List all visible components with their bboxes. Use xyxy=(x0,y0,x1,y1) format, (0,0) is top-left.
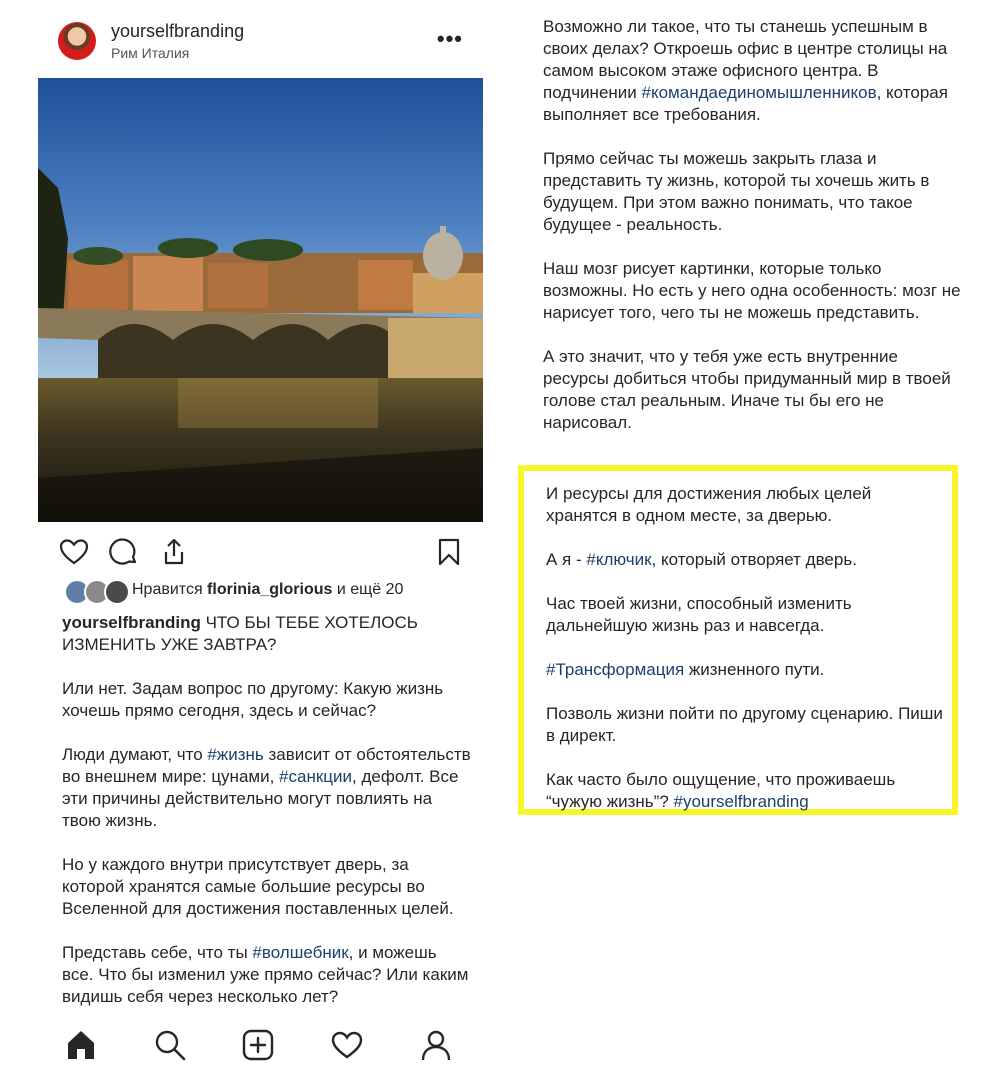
highlight-box xyxy=(518,465,958,815)
caption-paragraph xyxy=(543,16,968,126)
hashtag-link[interactable]: #волшебник xyxy=(252,943,349,962)
post-caption xyxy=(62,612,472,1030)
bookmark-icon[interactable] xyxy=(433,536,465,568)
likes-suffix: и ещё 20 xyxy=(332,581,404,598)
caption-text: Возможно ли такое, что ты станешь успешным в своих делах? Откроешь офис в центре столицы на самом высоком этаже офисного центра. В подчинении xyxy=(543,17,948,102)
caption-paragraph xyxy=(546,659,946,681)
post-header xyxy=(38,0,483,78)
hashtag-link[interactable]: #командаединомышленников xyxy=(641,83,877,102)
caption-paragraph: Или нет. Задам вопрос по другому: Какую жизнь хочешь прямо сегодня, здесь и сейчас? xyxy=(62,679,444,720)
caption-text: Люди думают, что xyxy=(62,745,208,764)
caption-text: А я - xyxy=(546,550,587,569)
liker-avatar xyxy=(104,579,130,605)
caption-continuation xyxy=(518,0,978,1068)
caption-paragraph: Позволь жизни пойти по другому сценарию. Пиши в директ. xyxy=(546,704,943,745)
liker-avatars xyxy=(64,578,132,604)
more-options-icon[interactable]: ••• xyxy=(436,26,463,51)
caption-headline xyxy=(62,612,472,656)
post-username[interactable]: yourselfbranding xyxy=(111,21,245,41)
caption-text: , и можешь все. Что бы изменил уже прямо сейчас? Или каким видишь себя через несколько лет? xyxy=(62,943,469,1006)
caption-text: , который отворяет дверь. xyxy=(651,550,857,569)
caption-text: жизненного пути. xyxy=(684,660,825,679)
hashtag-link[interactable]: #yourselfbranding xyxy=(673,792,809,811)
hashtag-link[interactable]: #жизнь xyxy=(207,745,264,764)
post-location[interactable]: Рим Италия xyxy=(111,45,190,61)
post-actions xyxy=(38,532,483,572)
liker-username[interactable]: florinia_glorious xyxy=(207,581,333,598)
share-icon[interactable] xyxy=(158,536,190,568)
bottom-nav-bar xyxy=(38,1020,483,1068)
hashtag-link[interactable]: #санкции xyxy=(279,767,353,786)
caption-headline-text: ЧТО БЫ ТЕБЕ ХОТЕЛОСЬ ИЗМЕНИТЬ УЖЕ ЗАВТРА? xyxy=(62,613,418,654)
post-photo[interactable] xyxy=(38,78,483,522)
likes-text xyxy=(132,581,403,599)
caption-text: , которая выполняет все требования. xyxy=(543,83,948,124)
activity-icon[interactable] xyxy=(330,1028,364,1062)
caption-paragraph: Наш мозг рисует картинки, которые только возможны. Но есть у него одна особенность: мозг не нарисует того, чего ты не можешь представить. xyxy=(543,259,961,322)
avatar[interactable] xyxy=(58,22,96,60)
caption-paragraph xyxy=(62,744,472,832)
highlighted-caption xyxy=(546,483,946,835)
heart-icon[interactable] xyxy=(58,536,90,568)
caption-text: Как часто было ощущение, что проживаешь “чужую жизнь”? xyxy=(546,770,896,811)
caption-author[interactable]: yourselfbranding xyxy=(62,613,201,632)
search-icon[interactable] xyxy=(153,1028,187,1062)
likes-prefix: Нравится xyxy=(132,581,208,598)
instagram-post xyxy=(38,0,483,1068)
caption-column xyxy=(543,16,968,456)
caption-paragraph: И ресурсы для достижения любых целей хранятся в одном месте, за дверью. xyxy=(546,484,872,525)
caption-paragraph xyxy=(546,769,946,813)
add-post-icon[interactable] xyxy=(241,1028,275,1062)
caption-paragraph: Но у каждого внутри присутствует дверь, за которой хранятся самые большие ресурсы во Вселенной для достижения поставленных целей. xyxy=(62,855,454,918)
caption-paragraph: А это значит, что у тебя уже есть внутренние ресурсы добиться чтобы придуманный мир в твоей голове стал реальным. Иначе ты бы его не нарисовал. xyxy=(543,347,951,432)
caption-paragraph xyxy=(546,549,946,571)
caption-text: зависит от обстоятельств во внешнем мире: цунами, xyxy=(62,745,471,786)
caption-text: , дефолт. Все эти причины действительно могут повлиять на твою жизнь. xyxy=(62,767,459,830)
caption-paragraph: Прямо сейчас ты можешь закрыть глаза и представить ту жизнь, которой ты хочешь жить в будущем. При этом важно понимать, что такое будущее - реальность. xyxy=(543,149,930,234)
home-icon[interactable] xyxy=(64,1028,98,1062)
hashtag-link[interactable]: #ключик xyxy=(586,550,652,569)
caption-paragraph xyxy=(62,942,472,1008)
caption-paragraph: Час твоей жизни, способный изменить дальнейшую жизнь раз и навсегда. xyxy=(546,594,852,635)
comment-icon[interactable] xyxy=(108,536,140,568)
hashtag-link[interactable]: #Трансформация xyxy=(546,660,685,679)
profile-icon[interactable] xyxy=(419,1028,453,1062)
caption-text: Представь себе, что ты xyxy=(62,943,253,962)
